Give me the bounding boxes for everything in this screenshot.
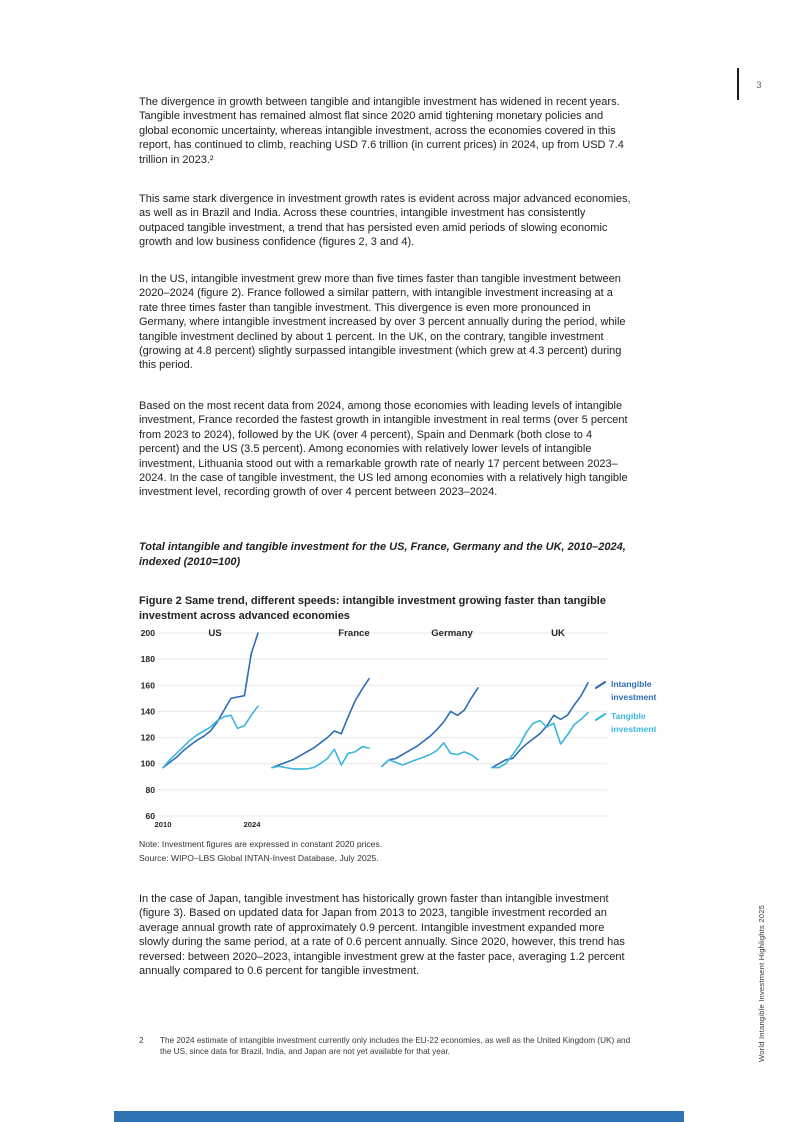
y-tick-label-120: 120 — [140, 732, 155, 743]
y-tick-label-60: 60 — [145, 811, 155, 821]
panel-title-france: France — [338, 628, 370, 639]
figure-subtitle: Total intangible and tangible investment for the US, France, Germany and the UK, 2010–2024, indexed (2010=100) — [139, 541, 626, 568]
x-tick-label-2024: 2024 — [243, 820, 261, 829]
tangible-line-icon — [595, 713, 607, 722]
france-intangible-line — [272, 679, 369, 768]
figure-title: Figure 2 Same trend, different speeds: intangible investment growing faster than tangible investment across advanced economies — [139, 595, 606, 622]
paragraph-advanced-economies: This same stark divergence in investment growth rates is evident across major advanced economies, as well as in Brazil and India. Across these countries, intangible investment has consistently outpaced tangible investment, a trend that has persisted even amid periods of slowing economic growth and low business confidence (figures 2, 3 and 4). — [139, 193, 631, 249]
panel-title-uk: UK — [551, 628, 565, 639]
paragraph-divergence: The divergence in growth between tangible and intangible investment has widened in recent years. Tangible investment has remained almost flat since 2020 amid tightening monetary policies and global economic uncertainty, whereas intangible investment, across the economies covered in this report, has continued to climb, reaching USD 7.6 trillion (in current prices) in 2024, up from USD 7.4 trillion in 2023.² — [139, 96, 624, 166]
germany-tangible-line — [382, 743, 478, 767]
y-tick-label-140: 140 — [140, 706, 155, 717]
paragraph-us-france-germany-uk: In the US, intangible investment grew more than five times faster than tangible investment between 2020–2024 (figure 2). France followed a similar pattern, with intangible investment increasing at a rate three times faster than tangible investment. This divergence is even more pronounced in Germany, where intangible investment increased by over 3 percent annually during the period, while tangible investment declined by about 1 percent. In the UK, on the contrary, tangible investment (growing at 4.8 percent) slightly surpassed intangible investment (which grew at 4.3 percent) during this period. — [139, 273, 626, 372]
report-title-vertical: World Intangible Investment Highlights 2025 — [757, 904, 766, 1062]
legend-item-tangible — [596, 710, 666, 736]
y-tick-label-180: 180 — [140, 654, 155, 665]
us-tangible-line — [163, 706, 258, 767]
intangible-line-icon — [595, 681, 607, 690]
figure-note: Note: Investment figures are expressed in constant 2020 prices. — [139, 839, 383, 849]
us-intangible-line — [163, 633, 258, 768]
footnote-marker: 2 — [139, 1036, 144, 1045]
panel-title-us: US — [208, 628, 222, 639]
y-tick-label-160: 160 — [140, 680, 155, 691]
x-tick-label-2010: 2010 — [154, 820, 172, 829]
y-tick-label-80: 80 — [145, 784, 155, 795]
chart-canvas — [139, 622, 609, 837]
page-number: 3 — [756, 80, 762, 90]
paragraph-japan: In the case of Japan, tangible investment has historically grown faster than intangible investment (figure 3). Based on updated data for Japan from 2013 to 2023, tangible investment recorded an average annual growth rate of approximately 0.9 percent. Intangible investment expanded more slowly during the same period, at a rate of 0.6 percent annually. Since 2020, however, this trend has reversed: between 2020–2023, intangible investment grew at the faster pace, averaging 1.2 percent annually compared to 0.6 percent for tangible investment. — [139, 893, 625, 978]
panel-title-germany: Germany — [431, 628, 473, 639]
header-rule — [737, 68, 739, 100]
y-tick-label-200: 200 — [140, 628, 155, 638]
y-tick-label-100: 100 — [140, 758, 155, 769]
footer-accent-bar — [114, 1111, 684, 1122]
legend-label-intangible: Intangible investment — [611, 679, 657, 702]
figure-2-line-chart — [139, 622, 609, 837]
legend-item-intangible — [596, 678, 666, 704]
legend-label-tangible: Tangible investment — [611, 711, 657, 734]
footnote-2 — [139, 1035, 639, 1058]
figure-source: Source: WIPO–LBS Global INTAN-Invest Database, July 2025. — [139, 853, 379, 863]
paragraph-2024-data: Based on the most recent data from 2024, among those economies with leading levels of intangible investment, France recorded the fastest growth in intangible investment in real terms (over 5 percent from 2023 to 2024), followed by the UK (over 4 percent), Spain and Denmark (both close to 4 percent) and the US (3.5 percent). Among economies with relatively lower levels of intangible investment, Lithuania stood out with a remarkable growth rate of nearly 17 percent between 2023–2024. In the case of tangible investment, the US led among economies with a relatively high tangible investment level, recording growth of over 4 percent between 2023–2024. — [139, 400, 628, 499]
footnote-text: The 2024 estimate of intangible investment currently only includes the EU-22 economies, as well as the United Kingdom (UK) and the US, since data for Brazil, India, and Japan are not yet available for that year. — [160, 1036, 631, 1057]
france-tangible-line — [272, 747, 369, 769]
